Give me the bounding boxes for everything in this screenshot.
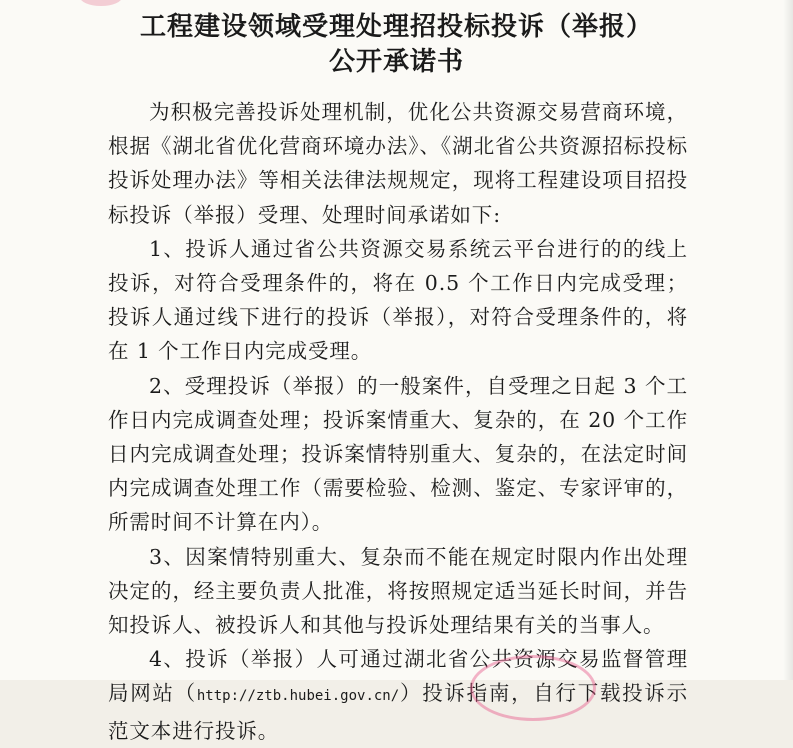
commitment-item-4 — [108, 642, 688, 748]
document-body — [108, 95, 688, 748]
item-4-text-before: 4、投诉（举报）人可通过湖北省公共资源交易监督管理局网站（ — [108, 647, 688, 706]
commitment-item-1: 1、投诉人通过省公共资源交易系统云平台进行的的线上投诉，对符合受理条件的，将在 0.5 个工作日内完成受理；投诉人通过线下进行的投诉（举报），对符合受理条件的，将在 1 个工作日内完成受理。 — [108, 236, 688, 364]
seal-stamp — [470, 655, 596, 721]
page-edge-shadow — [783, 0, 793, 680]
website-link[interactable]: http://ztb.hubei.gov.cn/ — [196, 688, 400, 705]
commitment-item-3: 3、因案情特别重大、复杂而不能在规定时限内作出处理决定的，经主要负责人批准，将按照规定适当延长时间，并告知投诉人、被投诉人和其他与投诉处理结果有关的当事人。 — [108, 544, 688, 638]
intro-paragraph: 为积极完善投诉处理机制，优化公共资源交易营商环境，根据《湖北省优化营商环境办法》、《湖北省公共资源招标投标投诉处理办法》等相关法律法规规定，现将工程建设项目招投标投诉（举报）受理、处理时间承诺如下: — [108, 100, 688, 227]
document-title-line-1: 工程建设领域受理处理招投标投诉（举报） — [139, 12, 653, 42]
document-title-line-2: 公开承诺书 — [328, 47, 464, 77]
item-4-text-after: ）投诉指南，自行下载投诉示范文本进行投诉。 — [108, 681, 688, 743]
commitment-item-2: 2、受理投诉（举报）的一般案件，自受理之日起 3 个工作日内完成调查处理；投诉案情重大、复杂的，在 20 个工作日内完成调查处理；投诉案情特别重大、复杂的，在法定时间内完成调查处理工作（需要检验、检测、鉴定、专家评审的，所需时间不计算在内）。 — [108, 373, 688, 535]
